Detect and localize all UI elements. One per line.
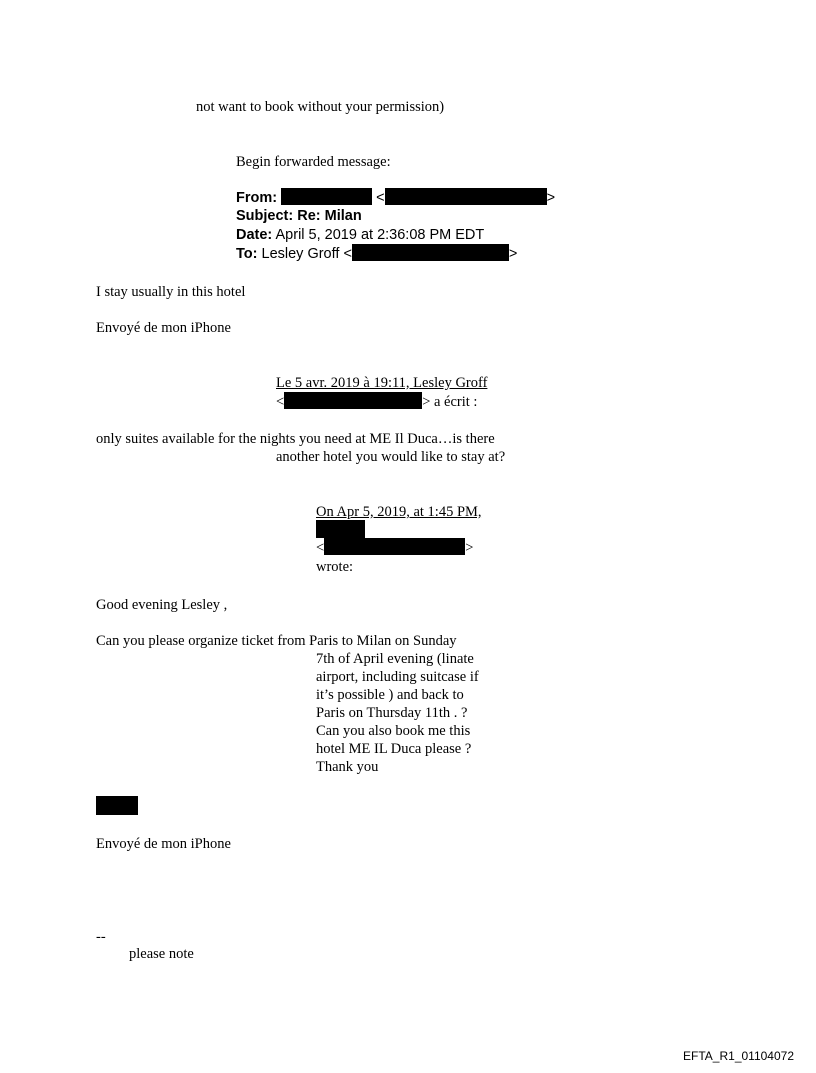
request-line: 7th of April evening (linate [316, 651, 474, 667]
redaction-block [284, 392, 422, 409]
from-lt: < [376, 190, 385, 206]
request-line: Paris on Thursday 11th . ? [316, 705, 468, 721]
header-to [236, 244, 517, 263]
to-value: Lesley Groff < [261, 246, 352, 262]
header-from [236, 188, 555, 207]
quote-en-wrote: wrote: [316, 559, 354, 575]
document-id: EFTA_R1_01104072 [683, 1049, 794, 1063]
signature-iphone-2: Envoyé de mon iPhone [96, 836, 231, 852]
suites-line1: only suites available for the nights you need at ME Il Duca…is there [96, 431, 495, 447]
header-date [236, 226, 484, 244]
subject-value: Re: Milan [297, 208, 362, 224]
permission-line: not want to book without your permission) [196, 99, 445, 115]
quote-fr-line2: < > a écrit : [276, 394, 478, 410]
forward-intro: Begin forwarded message: [236, 154, 391, 170]
quote-en-email: < > [316, 540, 474, 556]
from-label: From: [236, 190, 278, 206]
redaction-block [385, 188, 547, 205]
request-line: it’s possible ) and back to [316, 687, 464, 703]
suites-line2: another hotel you would like to stay at? [276, 449, 506, 465]
request-line: hotel ME IL Duca please ? [316, 741, 472, 757]
request-line: Thank you [316, 759, 379, 775]
request-body [316, 650, 516, 776]
date-value: April 5, 2019 at 2:36:08 PM EDT [275, 227, 485, 243]
quote-en-line1: On Apr 5, 2019, at 1:45 PM, [316, 504, 482, 520]
hotel-line: I stay usually in this hotel [96, 284, 246, 300]
quote-fr-line1: Le 5 avr. 2019 à 19:11, Lesley Groff [276, 375, 488, 391]
redaction-block [316, 520, 365, 538]
from-gt: > [546, 190, 556, 206]
please-note: please note [129, 946, 194, 962]
date-label: Date: [236, 227, 273, 243]
signature-dashes: -- [96, 929, 106, 945]
redaction-block [352, 244, 509, 261]
subject-label: Subject: [236, 208, 294, 224]
to-label: To: [236, 246, 258, 262]
redaction-block [281, 188, 372, 205]
request-line: airport, including suitcase if [316, 669, 479, 685]
header-subject [236, 207, 362, 225]
redaction-block [324, 538, 465, 555]
greeting: Good evening Lesley , [96, 597, 228, 613]
redaction-block [96, 796, 138, 815]
request-line: Can you also book me this [316, 723, 471, 739]
request-first-line: Can you please organize ticket from Paris to Milan on Sunday [96, 633, 457, 649]
signature-iphone-1: Envoyé de mon iPhone [96, 320, 231, 336]
to-gt: > [508, 246, 518, 262]
